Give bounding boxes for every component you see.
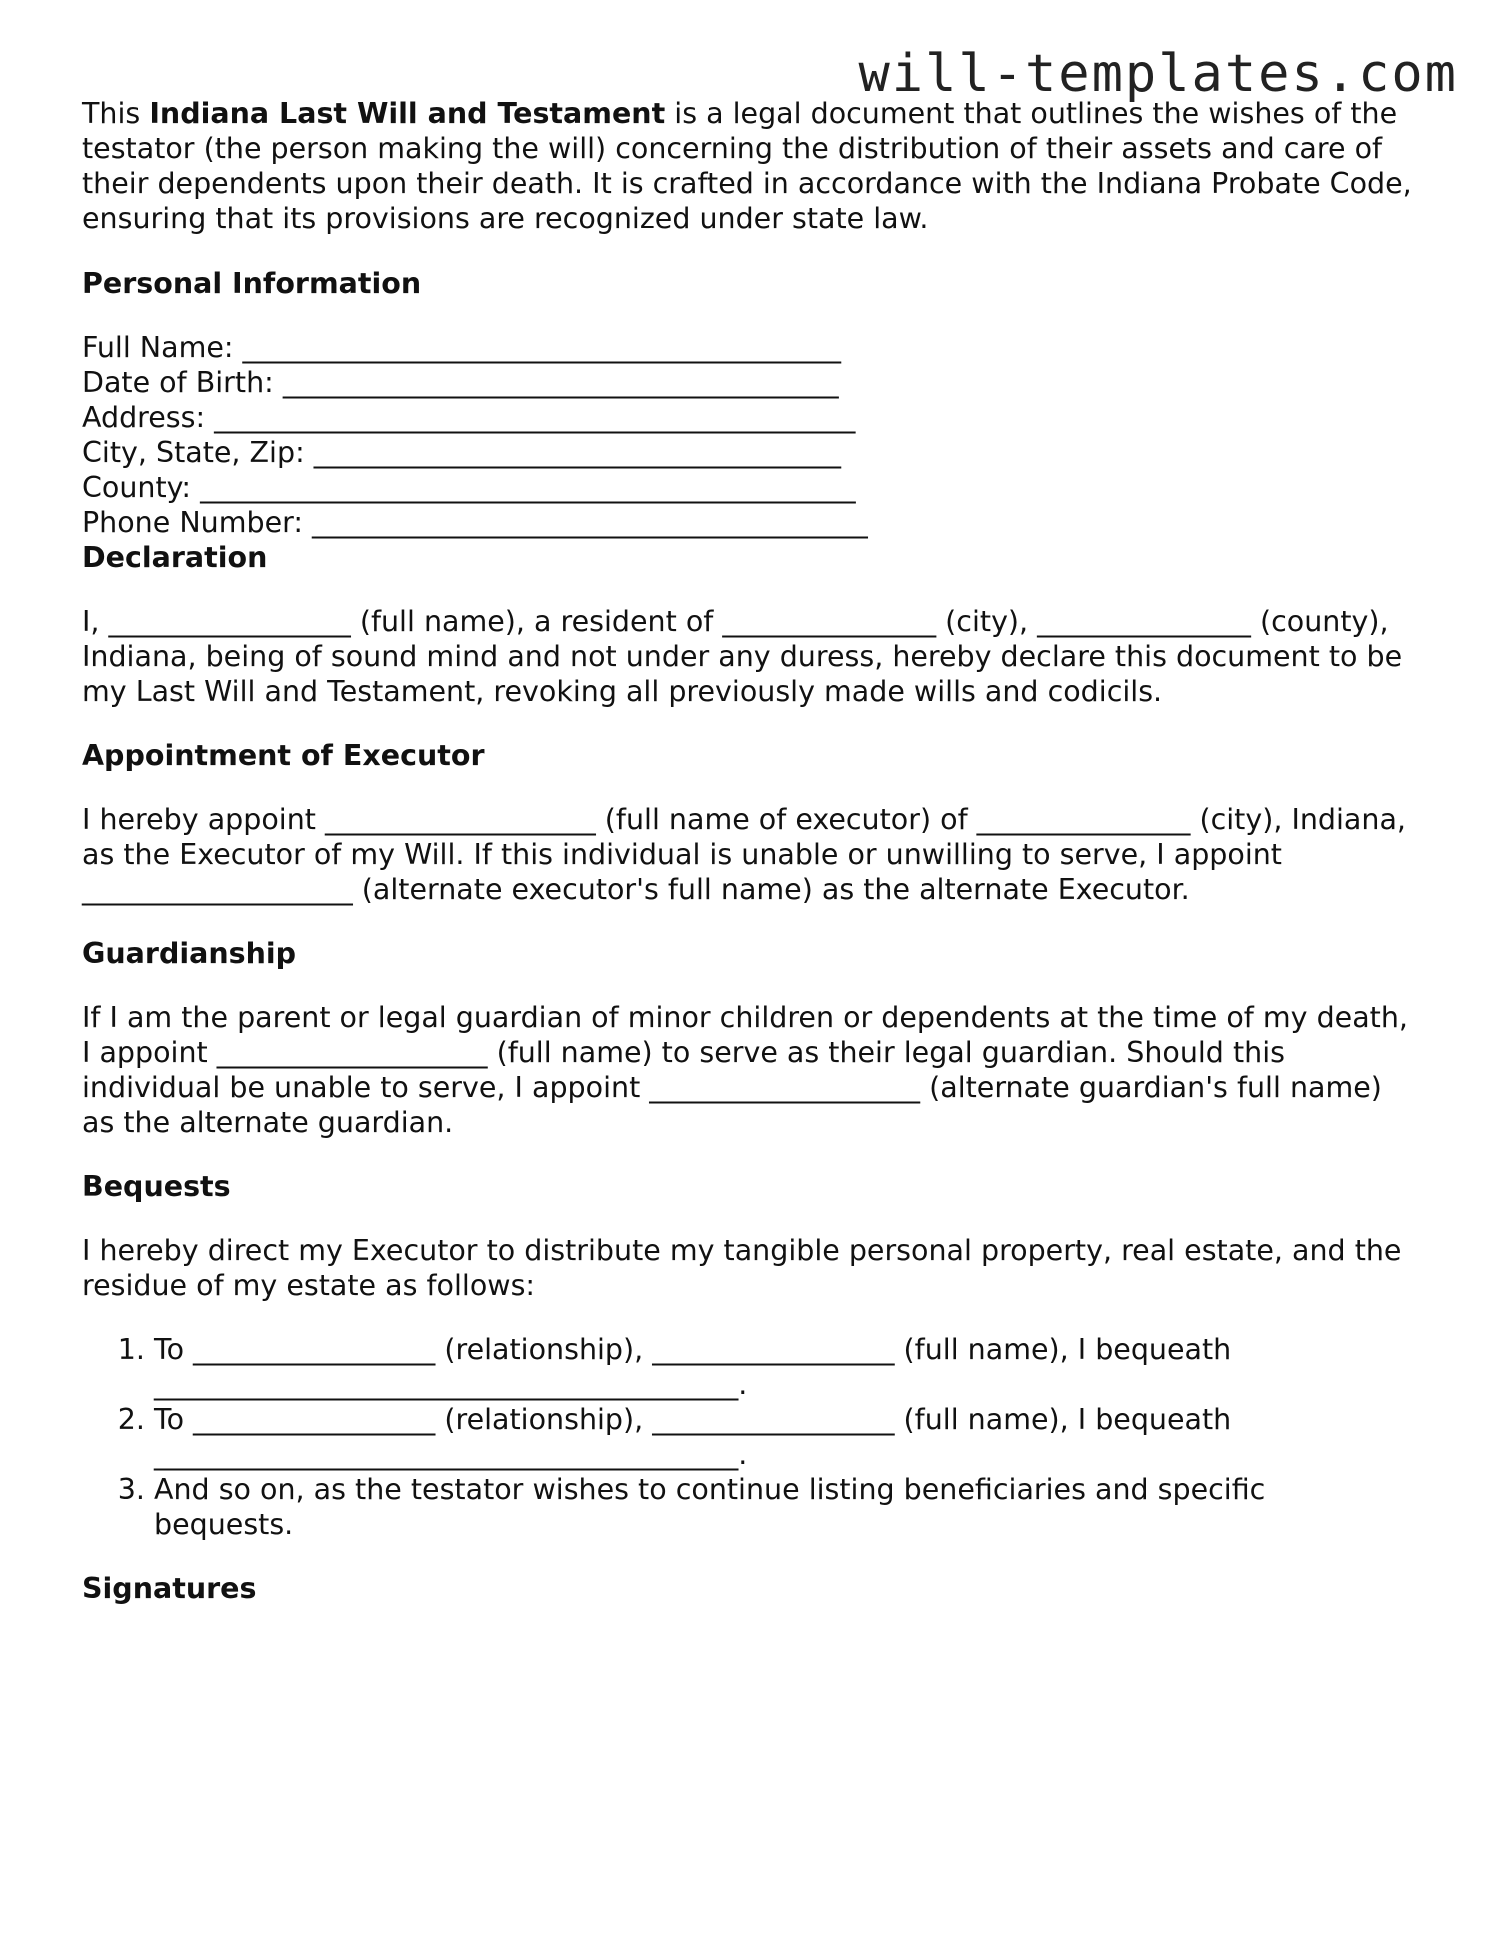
field-label: Date of Birth: <box>82 366 274 399</box>
personal-info-heading: Personal Information <box>82 267 422 300</box>
field-label: County: <box>82 471 192 504</box>
full-name-blank[interactable]: __________________________________________ <box>242 331 842 364</box>
intro-suffix: is a legal document that outlines the wishes of the testator (the person making the will) concerning the distribution of their assets and care of their dependents upon their death. It is crafted in accordance with the Indiana Probate Code, ensuring that its provisions are recognized under state law. <box>82 97 1412 235</box>
guardianship-heading: Guardianship <box>82 937 297 970</box>
phone-number-blank[interactable]: _______________________________________ <box>312 506 868 539</box>
field-label: Full Name: <box>82 331 234 364</box>
declaration-text: I, _________________ (full name), a resident of _______________ (city), _______________ (county), Indiana, being of sound mind and not under any duress, hereby declare this document to be my Last Will and Testament, revoking all previously made wills and codicils. <box>82 605 1403 708</box>
guardianship-text: If I am the parent or legal guardian of minor children or dependents at the time of my death, I appoint ___________________ (full name) to serve as their legal guardian. Should this individual be unable to serve, I appoint ___________________ (alternate guardian's full name) as the alternate guardian. <box>82 1001 1408 1139</box>
city-state-zip-field <box>82 435 1412 470</box>
site-watermark: will-templates.com <box>858 44 1458 104</box>
bequests-list <box>82 1332 1412 1542</box>
county-blank[interactable]: ______________________________________________ <box>200 471 856 504</box>
bequest-item: 2. To _________________ (relationship), _________________ (full name), I bequeath _________________________________________. <box>154 1402 1412 1472</box>
field-label: Phone Number: <box>82 506 303 539</box>
address-field <box>82 400 1412 435</box>
bequests-text: I hereby direct my Executor to distribute my tangible personal property, real estate, and the residue of my estate as follows: <box>82 1234 1402 1302</box>
executor-heading: Appointment of Executor <box>82 739 485 772</box>
bequest-item: 3. And so on, as the testator wishes to continue listing beneficiaries and specific bequests. <box>154 1472 1412 1542</box>
city-state-zip-blank[interactable]: _____________________________________ <box>313 436 841 469</box>
intro-document-title: Indiana Last Will and Testament <box>149 97 666 130</box>
county-field <box>82 470 1412 505</box>
intro-paragraph <box>82 96 1412 236</box>
phone-number-field <box>82 505 1412 540</box>
date-of-birth-blank[interactable]: _______________________________________ <box>282 366 839 399</box>
field-label: Address: <box>82 401 206 434</box>
declaration-heading: Declaration <box>82 541 268 574</box>
full-name-field <box>82 330 1412 365</box>
intro-prefix: This <box>82 97 150 130</box>
bequests-heading: Bequests <box>82 1170 231 1203</box>
executor-text: I hereby appoint ___________________ (full name of executor) of _______________ (city), Indiana, as the Executor of my Will. If this individual is unable or unwilling to serve, I appoint ___________________ (alternate executor's full name) as the alternate Executor. <box>82 803 1406 906</box>
signatures-heading: Signatures <box>82 1572 257 1605</box>
will-document <box>82 96 1412 1635</box>
field-label: City, State, Zip: <box>82 436 305 469</box>
address-blank[interactable]: _____________________________________________ <box>214 401 856 434</box>
bequest-item: 1. To _________________ (relationship), _________________ (full name), I bequeath _________________________________________. <box>154 1332 1412 1402</box>
date-of-birth-field <box>82 365 1412 400</box>
